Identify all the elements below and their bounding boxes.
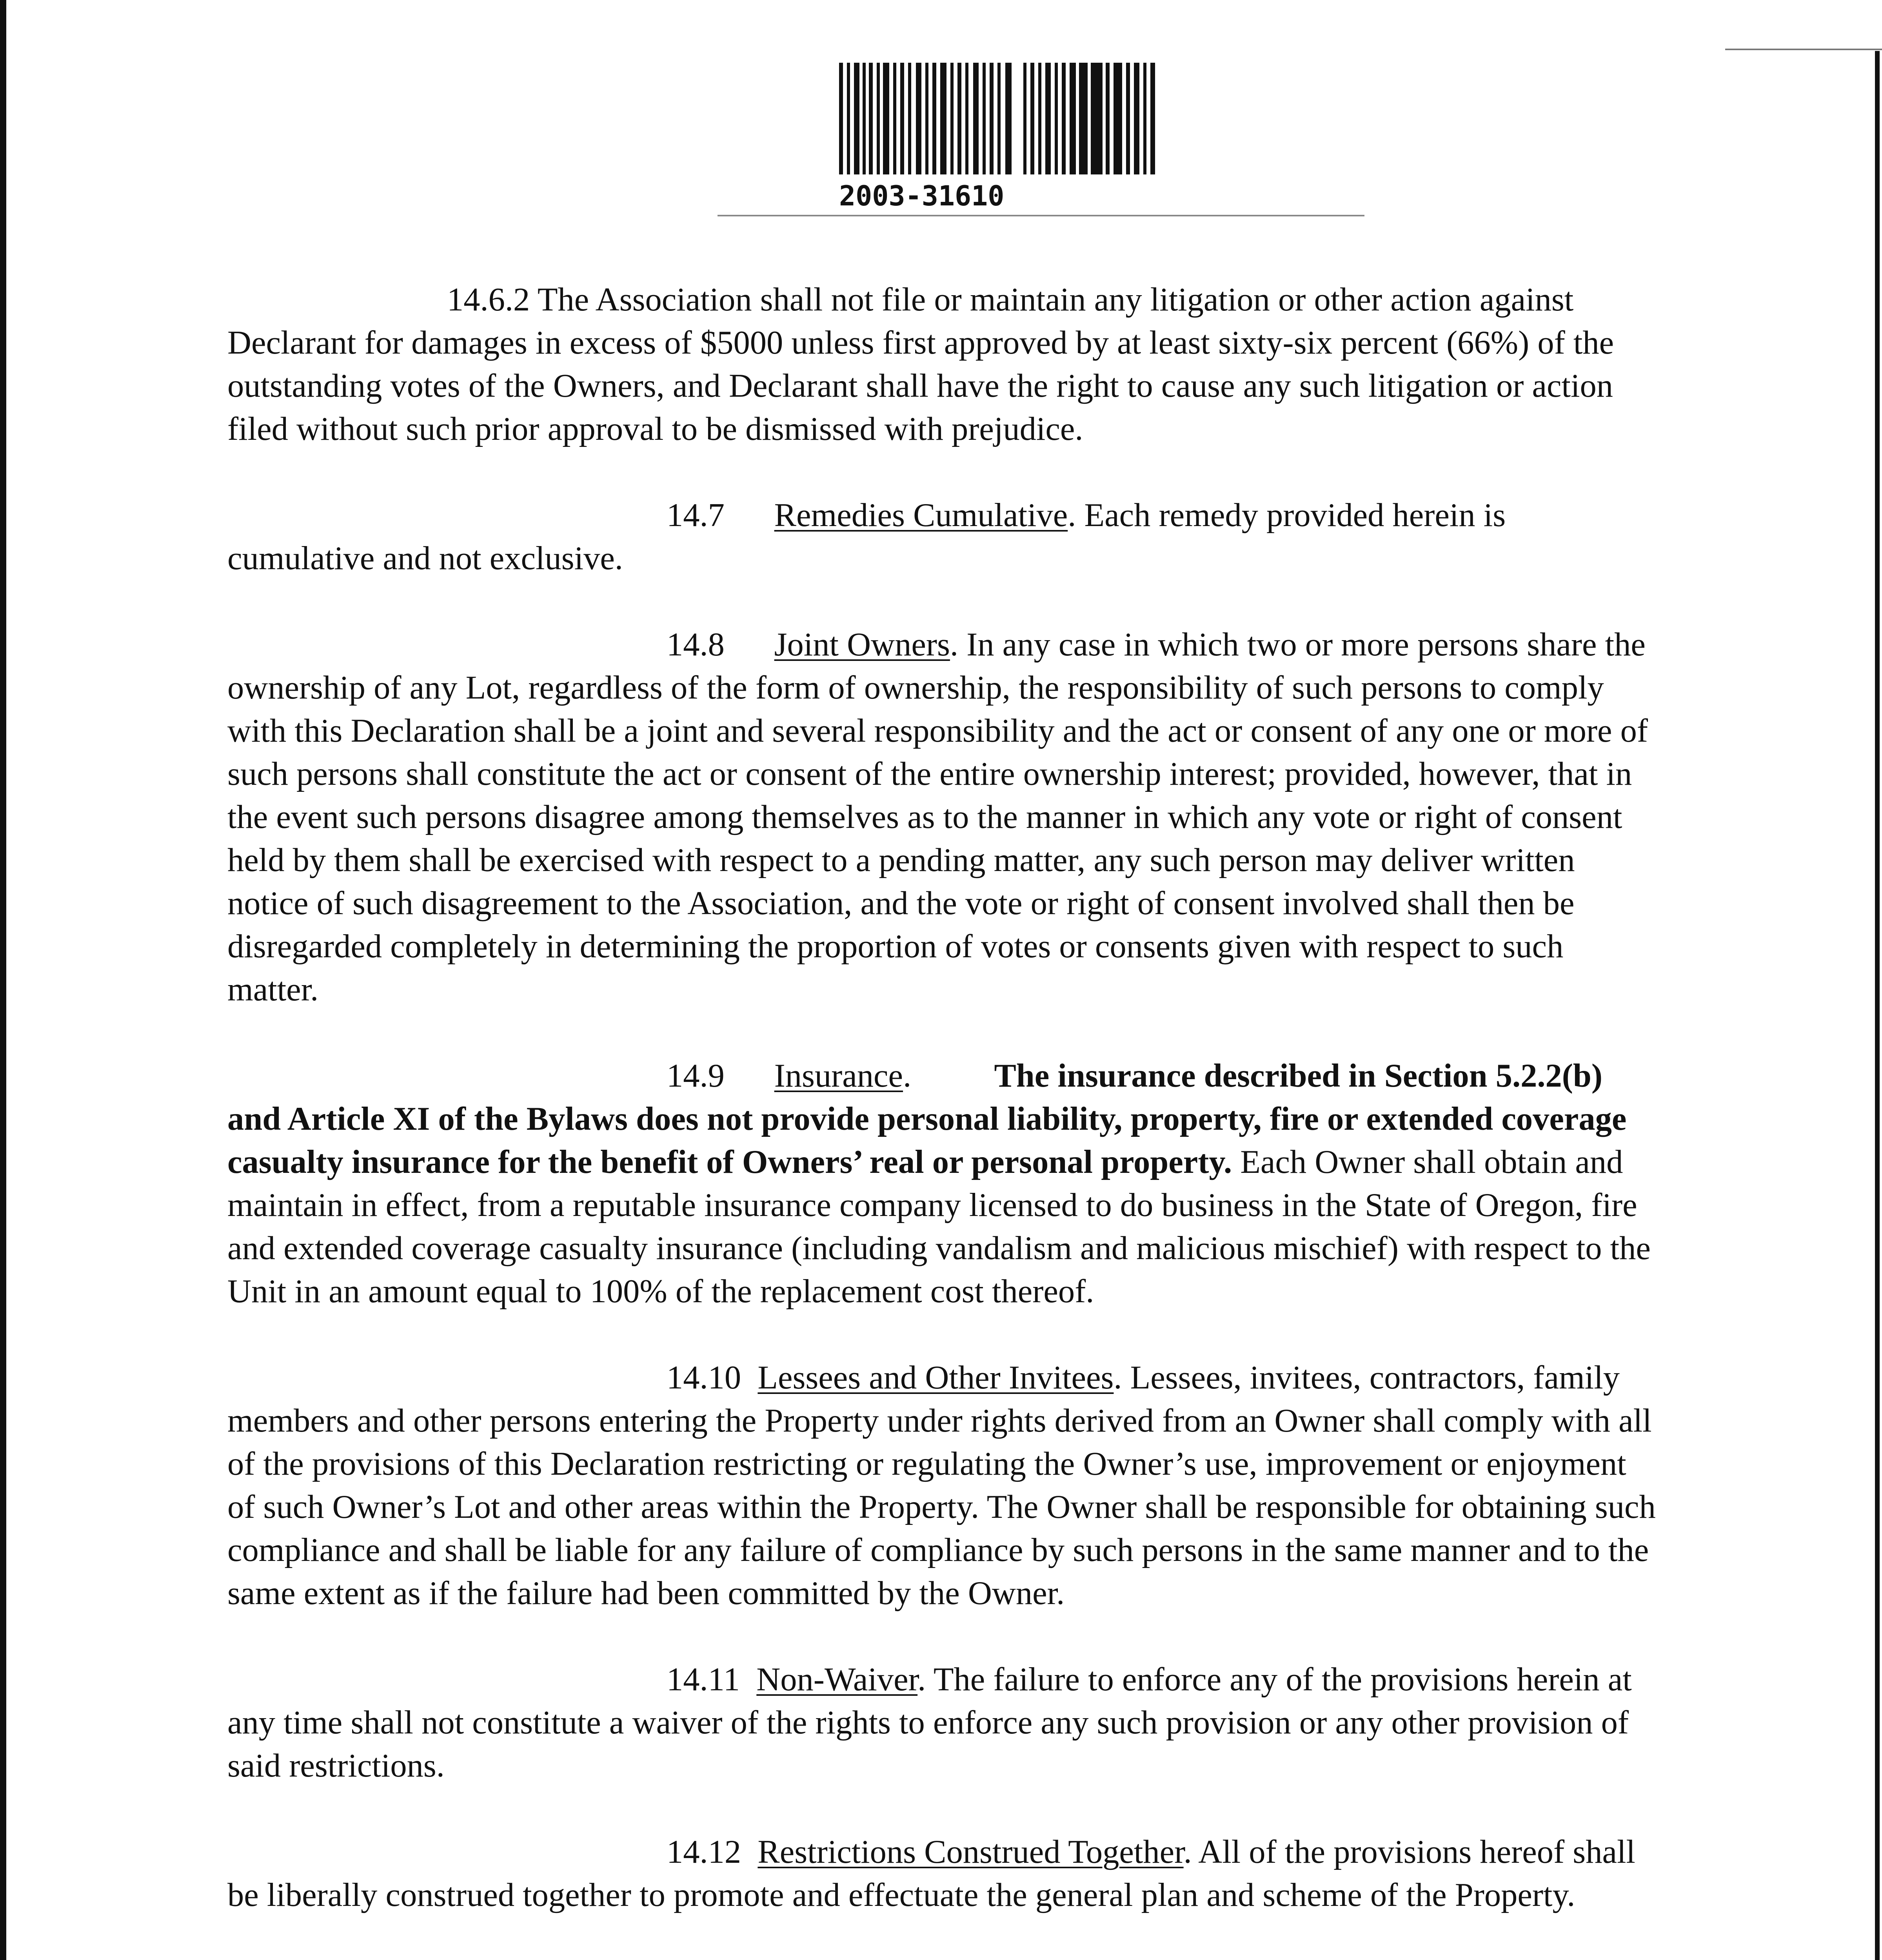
section-title: Restrictions Construed Together [758, 1834, 1184, 1870]
section-title: Non-Waiver [756, 1661, 918, 1698]
section-number: 14.8 [667, 626, 725, 663]
section-number: 14.9 [667, 1058, 725, 1094]
section-14-9 [227, 1054, 1659, 1313]
barcode-bars [839, 63, 1168, 174]
section-14-6-2-text: 14.6.2 The Association shall not file or maintain any litigation or other action against Declarant for damages in excess of $5000 unless first approved by at least sixty-six percent (66%) of the outstanding votes of the Owners, and Declarant shall have the right to cause any such litigation or action filed without such prior approval to be dismissed with prejudice. [227, 281, 1614, 447]
insurance-disclaimer: The insurance described in Section 5.2.2(b) and Article XI of the Bylaws does not provide personal liability, property, fire or extended coverage casualty insurance for the benefit of Owners’ real or personal property. [227, 1058, 1627, 1180]
section-14-7 [227, 494, 1659, 580]
section-body: . In any case in which two or more persons share the ownership of any Lot, regardless of the form of ownership, the responsibility of such persons to comply with this Declaration shall be a joint and several responsibility and the act or consent of any one or more of such persons shall constitute the act or consent of the entire ownership interest; provided, however, that in the event such persons disagree among themselves as to the manner in which any vote or right of consent held by them shall be exercised with respect to a pending matter, any such person may deliver written notice of such disagreement to the Association, and the vote or right of consent involved shall then be disregarded completely in determining the proportion of votes or consents given with respect to such matter. [227, 626, 1648, 1008]
scan-border-left [0, 0, 6, 1960]
recording-number: 2003-31610 [839, 180, 1005, 212]
section-body: . All of the provisions hereof shall be liberally construed together to promote and effectuate the general plan and scheme of the Property. [227, 1834, 1635, 1913]
section-period: . [903, 1058, 912, 1094]
section-body: . Each remedy provided herein is cumulative and not exclusive. [227, 497, 1506, 577]
scan-border-top [1725, 49, 1882, 50]
section-14-6-2 [227, 278, 1659, 451]
section-title: Remedies Cumulative [774, 497, 1068, 534]
header-rule [718, 215, 1364, 216]
section-14-12 [227, 1831, 1659, 1917]
section-title: Lessees and Other Invitees [758, 1359, 1114, 1396]
document-body [227, 278, 1659, 1960]
section-body: Each Owner shall obtain and maintain in effect, from a reputable insurance company licensed to do business in the State of Oregon, fire and extended coverage casualty insurance (including vandalism and malicious mischief) with respect to the Unit in an amount equal to 100% of the replacement cost thereof. [227, 1144, 1651, 1310]
section-14-11 [227, 1658, 1659, 1788]
section-title: Joint Owners [774, 626, 950, 663]
section-body: . Lessees, invitees, contractors, family members and other persons entering the Property under rights derived from an Owner shall comply with all of the provisions of this Declaration restricting or regulating the Owner’s use, improvement or enjoyment of such Owner’s Lot and other areas within the Property. The Owner shall be responsible for obtaining such compliance and shall be liable for any failure of compliance by such persons in the same manner and to the same extent as if the failure had been committed by the Owner. [227, 1359, 1656, 1612]
section-14-10 [227, 1356, 1659, 1615]
section-number: 14.7 [667, 497, 725, 534]
section-number: 14.12 [667, 1834, 741, 1870]
scan-border-right [1875, 51, 1880, 1960]
section-number: 14.11 [667, 1661, 740, 1698]
section-body: . The failure to enforce any of the provisions herein at any time shall not constitute a waiver of the rights to enforce any such provision or any other provision of said restrictions. [227, 1661, 1632, 1784]
section-title: Insurance [774, 1058, 903, 1094]
section-14-8 [227, 623, 1659, 1011]
section-number: 14.10 [667, 1359, 741, 1396]
barcode [839, 63, 1168, 220]
